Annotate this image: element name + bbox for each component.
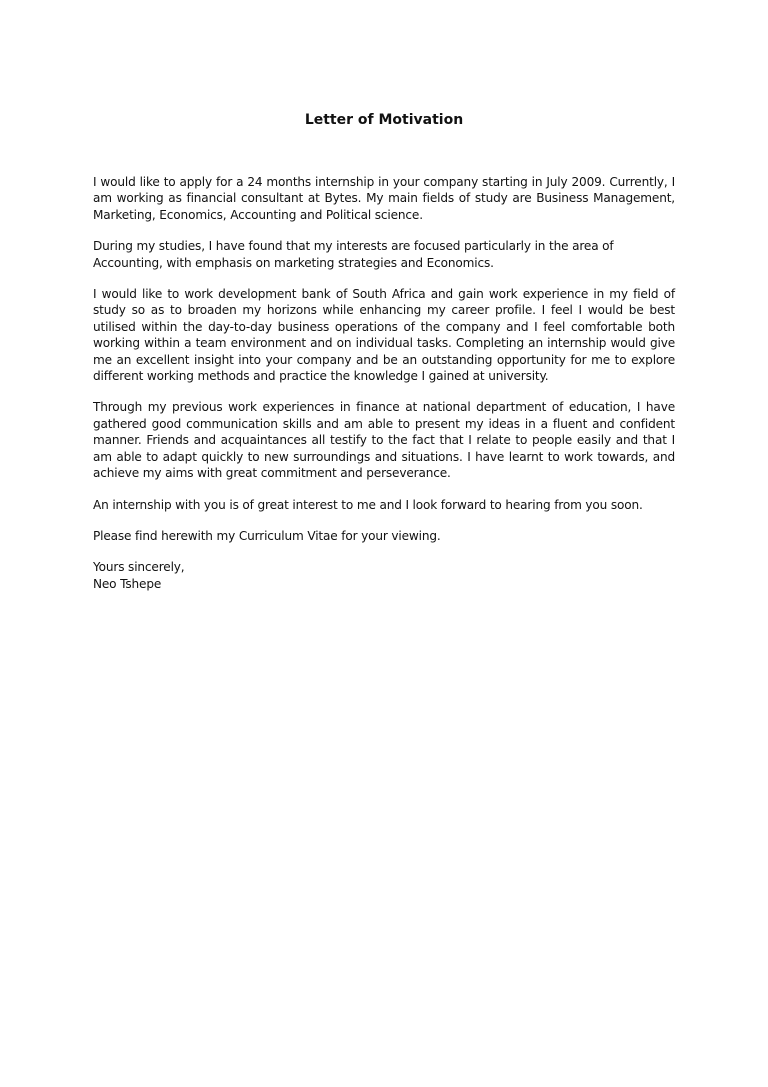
paragraph-interests: During my studies, I have found that my interests are focused particularly in the area of Accounting, with emphasis on marketing strategies and Economics. [93, 239, 614, 270]
paragraph-experience: Through my previous work experiences in finance at national department of education, I have gathered good communication skills and am able to present my ideas in a fluent and confident manner. Friends and acquaintances all testify to the fact that I relate to people easily and that I am able to adapt quickly to new surroundings and situations. I have learnt to work towards, and achieve my aims with great commitment and perseverance. [93, 400, 675, 481]
letter-title: Letter of Motivation [304, 112, 464, 128]
letter-body [93, 174, 675, 592]
closing-salutation: Yours sincerely, [93, 560, 185, 575]
paragraph-application: I would like to apply for a 24 months internship in your company starting in July 2009. Currently, I am working as financial consultant at Bytes. My main fields of study are Business Management, Marketing, Economics, Accounting and Political science. [93, 175, 675, 222]
paragraph-cv-note: Please find herewith my Curriculum Vitae for your viewing. [93, 528, 441, 543]
paragraph-interest-statement: An internship with you is of great interest to me and I look forward to hearing from you soon. [93, 497, 643, 512]
paragraph-work-goals: I would like to work development bank of South Africa and gain work experience in my field of study so as to broaden my horizons while enhancing my career profile. I feel I would be best utilised within the day-to-day business operations of the company and I feel comfortable both working within a team environment and on individual tasks. Completing an internship would give me an excellent insight into your company and be an outstanding opportunity for me to explore different working methods and practice the knowledge I gained at university. [93, 287, 675, 384]
signature-name: Neo Tshepe [93, 576, 162, 591]
